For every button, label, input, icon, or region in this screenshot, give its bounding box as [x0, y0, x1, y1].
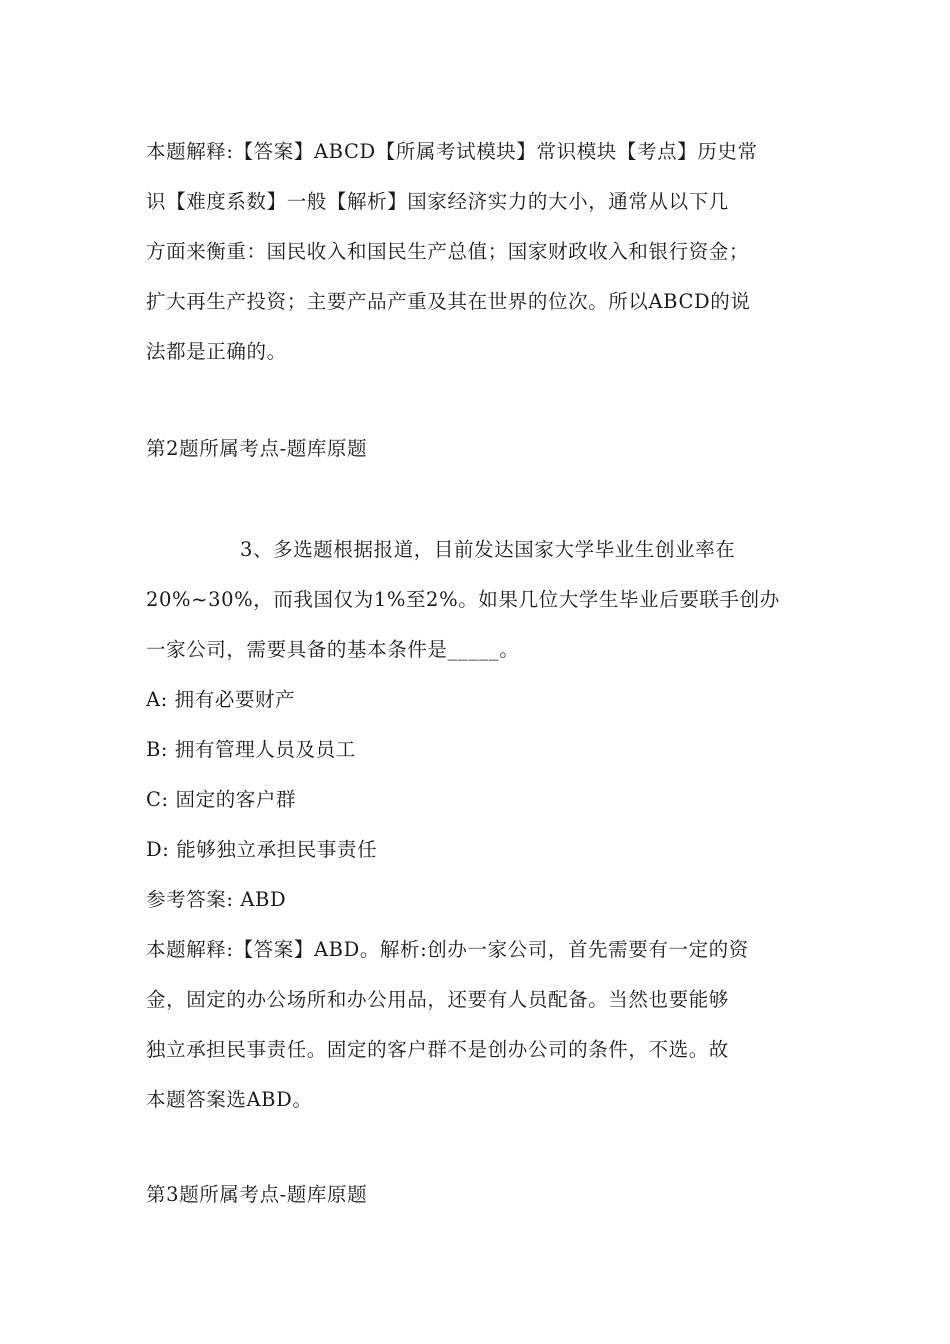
- q3-question: [146, 525, 816, 675]
- text-line: 本题解释:【答案】ABCD【所属考试模块】常识模块【考点】历史常: [146, 140, 758, 163]
- text-line: 识【难度系数】一般【解析】国家经济实力的大小，通常从以下几: [146, 190, 729, 213]
- text-line: 本题答案选ABD。: [146, 1088, 313, 1111]
- question-line: 20%~30%，而我国仅为1%至2%。如果几位大学生毕业后要联手创办: [146, 588, 780, 611]
- q3-options: [146, 675, 816, 875]
- question-line: 一家公司，需要具备的基本条件是_____。: [146, 638, 520, 661]
- text-line: 本题解释:【答案】ABD。解析:创办一家公司，首先需要有一定的资: [146, 938, 749, 961]
- section-label: 第3题所属考点-题库原题: [146, 1183, 368, 1206]
- q2-section-heading: [146, 424, 816, 474]
- section-label: 第2题所属考点-题库原题: [146, 437, 368, 460]
- text-line: 独立承担民事责任。固定的客户群不是创办公司的条件，不选。故: [146, 1038, 729, 1061]
- q2-explanation: [146, 127, 816, 377]
- q3-explanation: [146, 925, 816, 1125]
- question-line: 3、多选题根据报道，目前发达国家大学毕业生创业率在: [240, 538, 736, 561]
- option-c: C: 固定的客户群: [146, 788, 297, 811]
- text-line: 方面来衡重：国民收入和国民生产总值；国家财政收入和银行资金；: [146, 240, 750, 263]
- text-line: 法都是正确的。: [146, 340, 287, 363]
- reference-answer: 参考答案: ABD: [146, 888, 287, 911]
- q3-answer: [146, 875, 816, 925]
- option-a: A: 拥有必要财产: [146, 688, 296, 711]
- option-d: D: 能够独立承担民事责任: [146, 838, 378, 861]
- text-line: 金，固定的办公场所和办公用品，还要有人员配备。当然也要能够: [146, 988, 729, 1011]
- option-b: B: 拥有管理人员及员工: [146, 738, 356, 761]
- text-line: 扩大再生产投资；主要产品产重及其在世界的位次。所以ABCD的说: [146, 290, 751, 313]
- q3-section-heading: [146, 1170, 816, 1220]
